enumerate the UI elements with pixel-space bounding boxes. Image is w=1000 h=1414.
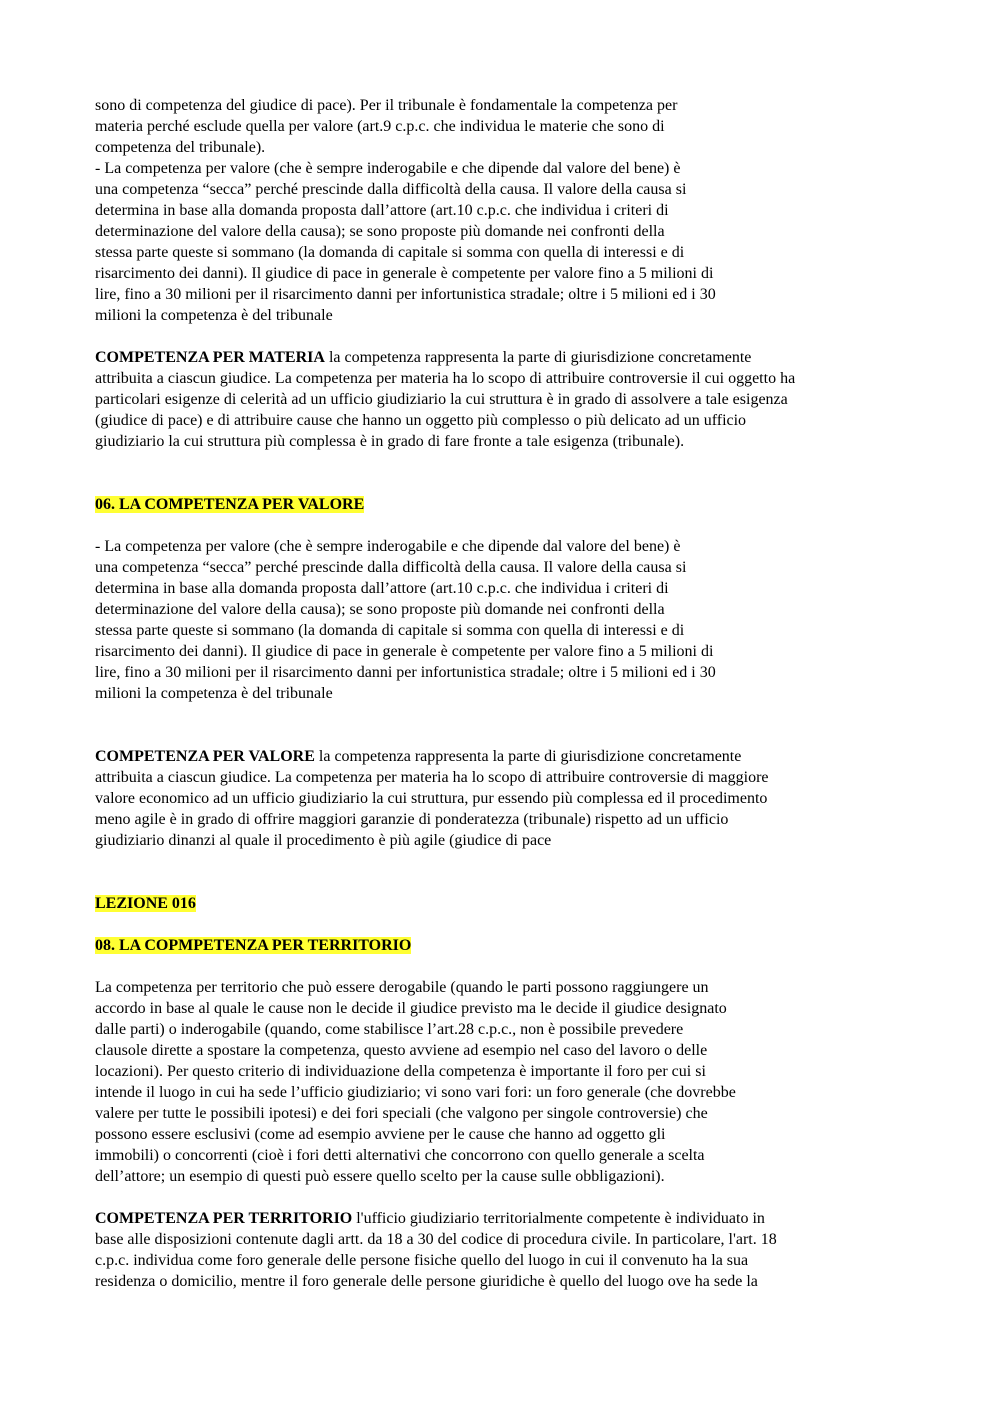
text-line: giudiziario dinanzi al quale il procedimento è più agile (giudice di pace xyxy=(95,832,552,849)
text-line: lire, fino a 30 milioni per il risarcimento danni per infortunistica stradale; oltre i 5 milioni ed i 30 xyxy=(95,286,716,303)
text-line: La competenza per territorio che può essere derogabile (quando le parti possono raggiungere un xyxy=(95,979,709,996)
text-fragment: la competenza rappresenta la parte di giurisdizione concretamente xyxy=(324,349,752,366)
text-line: valore economico ad un ufficio giudiziario la cui struttura, pur essendo più complessa ed il procedimento xyxy=(95,790,768,807)
paragraph-competenza-per-materia xyxy=(95,347,945,452)
text-line: risarcimento dei danni). Il giudice di pace in generale è competente per valore fino a 5 milioni di xyxy=(95,643,714,660)
paragraph-competenza-materia-intro xyxy=(95,95,945,326)
highlighted-heading: 06. LA COMPETENZA PER VALORE xyxy=(95,496,365,513)
text-line: locazioni). Per questo criterio di individuazione della competenza è importante il foro per cui si xyxy=(95,1063,706,1080)
paragraph-competenza-per-valore xyxy=(95,746,945,851)
text-line: clausole dirette a spostare la competenza, questo avviene ad esempio nel caso del lavoro o delle xyxy=(95,1042,708,1059)
text-line: dalle parti) o inderogabile (quando, come stabilisce l’art.28 c.p.c., non è possibile prevedere xyxy=(95,1021,684,1038)
paragraph-competenza-per-territorio xyxy=(95,1208,945,1292)
text-line: attribuita a ciascun giudice. La competenza per materia ha lo scopo di attribuire controversie il cui oggetto ha xyxy=(95,370,796,387)
text-line: base alle disposizioni contenute dagli artt. da 18 a 30 del codice di procedura civile. In particolare, l'art. 18 xyxy=(95,1231,777,1248)
term-competenza-per-territorio: COMPETENZA PER TERRITORIO xyxy=(95,1210,353,1227)
text-line: meno agile è in grado di offrire maggiori garanzie di ponderatezza (tribunale) rispetto ad un ufficio xyxy=(95,811,729,828)
section-heading-lezione xyxy=(95,893,945,914)
section-heading-08 xyxy=(95,935,945,956)
text-line xyxy=(95,1208,945,1229)
text-line: valere per tutte le possibili ipotesi) e dei fori speciali (che valgono per singole controversie) che xyxy=(95,1105,708,1122)
text-line: determina in base alla domanda proposta dall’attore (art.10 c.p.c. che individua i criteri di xyxy=(95,202,669,219)
term-competenza-per-materia: COMPETENZA PER MATERIA xyxy=(95,349,325,366)
term-competenza-per-valore: COMPETENZA PER VALORE xyxy=(95,748,315,765)
text-line: - La competenza per valore (che è sempre inderogabile e che dipende dal valore del bene) è xyxy=(95,538,681,555)
text-line: (giudice di pace) e di attribuire cause che hanno un oggetto più complesso o più delicato ad un ufficio xyxy=(95,412,747,429)
text-line: risarcimento dei danni). Il giudice di pace in generale è competente per valore fino a 5 milioni di xyxy=(95,265,714,282)
text-line: lire, fino a 30 milioni per il risarcimento danni per infortunistica stradale; oltre i 5 milioni ed i 30 xyxy=(95,664,716,681)
text-line: residenza o domicilio, mentre il foro generale delle persone giuridiche è quello del luogo ove ha sede la xyxy=(95,1273,758,1290)
text-line: immobili) o concorrenti (cioè i fori detti alternativi che concorrono con quello generale a scelta xyxy=(95,1147,705,1164)
text-line: determinazione del valore della causa); se sono proposte più domande nei confronti della xyxy=(95,601,665,618)
paragraph-competenza-territorio-body xyxy=(95,977,945,1187)
section-heading-06 xyxy=(95,494,945,515)
text-line xyxy=(95,746,945,767)
text-line: particolari esigenze di celerità ad un ufficio giudiziario la cui struttura è in grado di assolvere a tale esigenza xyxy=(95,391,788,408)
text-line: milioni la competenza è del tribunale xyxy=(95,685,333,702)
text-fragment: l'ufficio giudiziario territorialmente competente è individuato in xyxy=(352,1210,765,1227)
text-line: materia perché esclude quella per valore (art.9 c.p.c. che individua le materie che sono di xyxy=(95,118,665,135)
text-line xyxy=(95,347,945,368)
text-line: giudiziario la cui struttura più complessa è in grado di fare fronte a tale esigenza (tribunale). xyxy=(95,433,685,450)
text-fragment: la competenza rappresenta la parte di giurisdizione concretamente xyxy=(314,748,742,765)
text-line: determina in base alla domanda proposta dall’attore (art.10 c.p.c. che individua i criteri di xyxy=(95,580,669,597)
highlighted-heading: 08. LA COPMPETENZA PER TERRITORIO xyxy=(95,937,412,954)
text-line: c.p.c. individua come foro generale delle persone fisiche quello del luogo in cui il convenuto ha la sua xyxy=(95,1252,749,1269)
text-line: determinazione del valore della causa); se sono proposte più domande nei confronti della xyxy=(95,223,665,240)
text-line: stessa parte queste si sommano (la domanda di capitale si somma con quella di interessi e di xyxy=(95,244,685,261)
document-page xyxy=(95,95,945,1292)
text-line: intende il luogo in cui ha sede l’ufficio giudiziario; vi sono vari fori: un foro generale (che dovrebbe xyxy=(95,1084,736,1101)
text-line: dell’attore; un esempio di questi può essere quello scelto per la cause sulle obbligazioni). xyxy=(95,1168,665,1185)
text-line: sono di competenza del giudice di pace). Per il tribunale è fondamentale la competenza per xyxy=(95,97,678,114)
highlighted-heading: LEZIONE 016 xyxy=(95,895,196,912)
text-line: competenza del tribunale). xyxy=(95,139,266,156)
text-line: possono essere esclusivi (come ad esempio avviene per le cause che hanno ad oggetto gli xyxy=(95,1126,666,1143)
text-line: - La competenza per valore (che è sempre inderogabile e che dipende dal valore del bene) è xyxy=(95,160,681,177)
text-line: stessa parte queste si sommano (la domanda di capitale si somma con quella di interessi e di xyxy=(95,622,685,639)
text-line: una competenza “secca” perché prescinde dalla difficoltà della causa. Il valore della causa si xyxy=(95,559,687,576)
text-line: una competenza “secca” perché prescinde dalla difficoltà della causa. Il valore della causa si xyxy=(95,181,687,198)
text-line: milioni la competenza è del tribunale xyxy=(95,307,333,324)
text-line: attribuita a ciascun giudice. La competenza per materia ha lo scopo di attribuire controversie di maggiore xyxy=(95,769,769,786)
text-line: accordo in base al quale le cause non le decide il giudice previsto ma le decide il giudice designato xyxy=(95,1000,727,1017)
paragraph-competenza-valore-body xyxy=(95,536,945,704)
